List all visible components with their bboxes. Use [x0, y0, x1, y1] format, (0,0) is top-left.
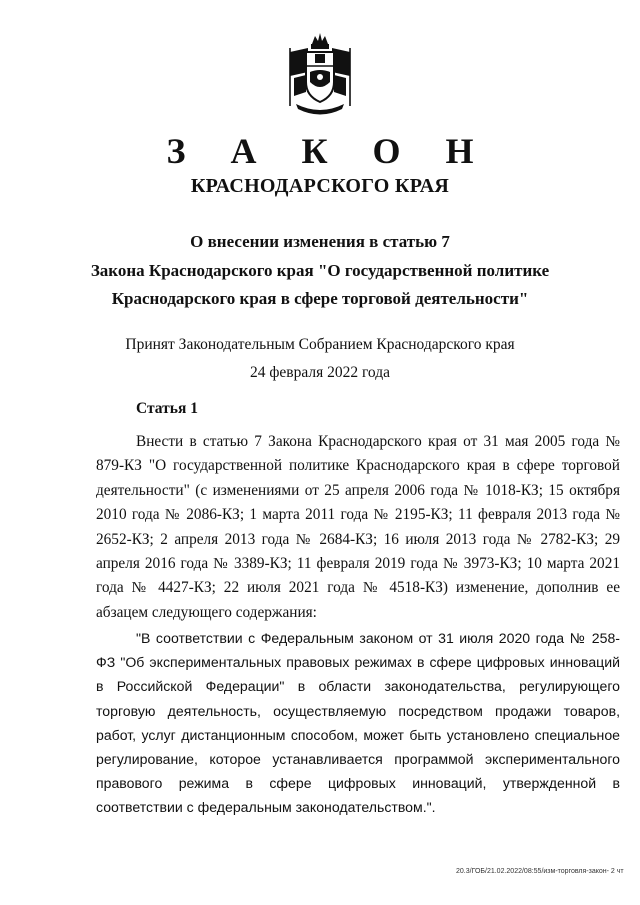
article-paragraph: Внести в статью 7 Закона Краснодарского края от 31 мая 2005 года № 879-КЗ "О государственной политике Краснодарского края в сфере торговой деятельности" (с изменениями от 25 апреля 2006 года № 1018-КЗ; 15 октября 2010 года № 2086-КЗ; 1 марта 2011 года № 2195-КЗ; 11 февраля 2013 года № 2652-КЗ; 2 апреля 2013 года № 2684-КЗ; 16 июля 2013 года № 2782-КЗ; 29 апреля 2016 года № 3389-КЗ; 11 февраля 2019 года № 3973-КЗ; 10 марта 2021 года № 4427-КЗ; 22 июля 2021 года № 4518-КЗ) изменение, дополнив ее абзацем следующего содержания:: [96, 433, 620, 621]
footer-document-code: 20.3/ГОБ/21.02.2022/08:55/изм-торговля-закон- 2 чт: [456, 868, 624, 875]
quote-text: "В соответствии с Федеральным законом от 31 июля 2020 года № 258-ФЗ "Об экспериментальных правовых режимах в сфере цифровых инноваций в Российской Федерации" в области законодательства, регулирующего торговую деятельность, осуществляемую посредством продажи товаров, работ, услуг дистанционным способом, может быть установлено специальное регулирование, которое устанавливается программой экспериментального правового режима в сфере цифровых инноваций, утвержденной в соответствии с федеральным законодательством.".: [96, 630, 620, 816]
subject-line: О внесении изменения в статью 7: [190, 232, 450, 251]
subject-line: Краснодарского края в сфере торговой деятельности": [111, 289, 529, 308]
quoted-paragraph: [96, 626, 620, 820]
subject-line: Закона Краснодарского края "О государственной политике: [90, 260, 550, 280]
article-heading: Статья 1: [136, 400, 198, 417]
adopted-by: Принят Законодательным Собранием Краснодарского края: [125, 336, 515, 353]
adoption-date: 24 февраля 2022 года: [249, 364, 391, 381]
krasnodar-coat-of-arms-emblem: [282, 30, 358, 116]
adoption-info: [0, 331, 640, 387]
region-name: КРАСНОДАРСКОГО КРАЯ: [190, 175, 450, 197]
law-title: З А К О Н: [166, 131, 492, 171]
law-subject: [40, 228, 600, 314]
article-body: [96, 430, 620, 625]
